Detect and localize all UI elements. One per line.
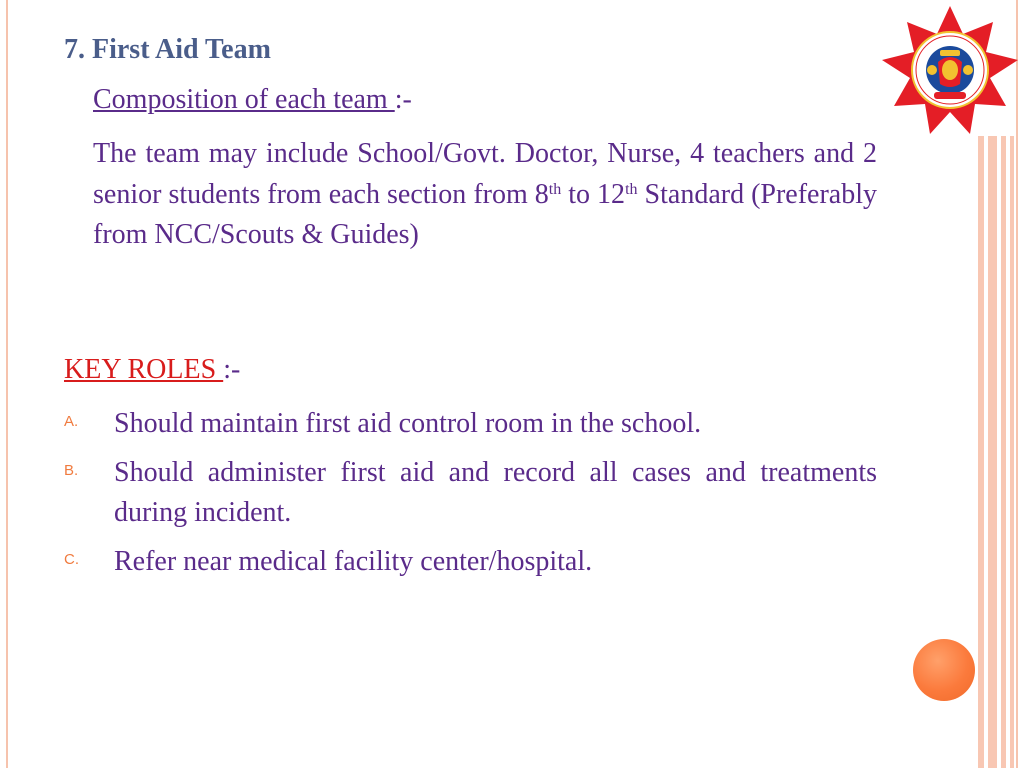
role-text: Refer near medical facility center/hospital.: [114, 546, 593, 577]
key-roles-label: KEY ROLES: [64, 354, 224, 385]
superscript-th: th: [625, 180, 638, 198]
composition-suffix: :-: [394, 84, 412, 115]
key-roles-suffix: :-: [223, 354, 241, 385]
composition-label: Composition of each team: [93, 84, 395, 115]
key-roles-heading: [64, 354, 240, 386]
list-marker: C.: [64, 551, 79, 568]
composition-heading: [93, 84, 412, 116]
list-item: [64, 404, 877, 444]
key-roles-list: [64, 404, 877, 591]
state-emblem-icon: [880, 4, 1020, 136]
decorative-stripes: [978, 136, 1022, 768]
list-marker: B.: [64, 462, 79, 479]
role-text: Should maintain first aid control room in the school.: [114, 408, 702, 439]
list-marker: A.: [64, 413, 79, 430]
role-text: Should administer first aid and record all cases and treatments during incident.: [114, 457, 877, 528]
team-composition-paragraph: The team may include School/Govt. Doctor, Nurse, 4 teachers and 2 senior students from each section from 8th to 12th Standard (Preferably from NCC/Scouts & Guides): [93, 138, 878, 250]
slide-title: 7. First Aid Team: [64, 34, 271, 65]
list-item: [64, 542, 877, 582]
superscript-th: th: [548, 180, 562, 198]
decorative-orb-icon: [913, 639, 975, 701]
list-item: [64, 453, 877, 533]
